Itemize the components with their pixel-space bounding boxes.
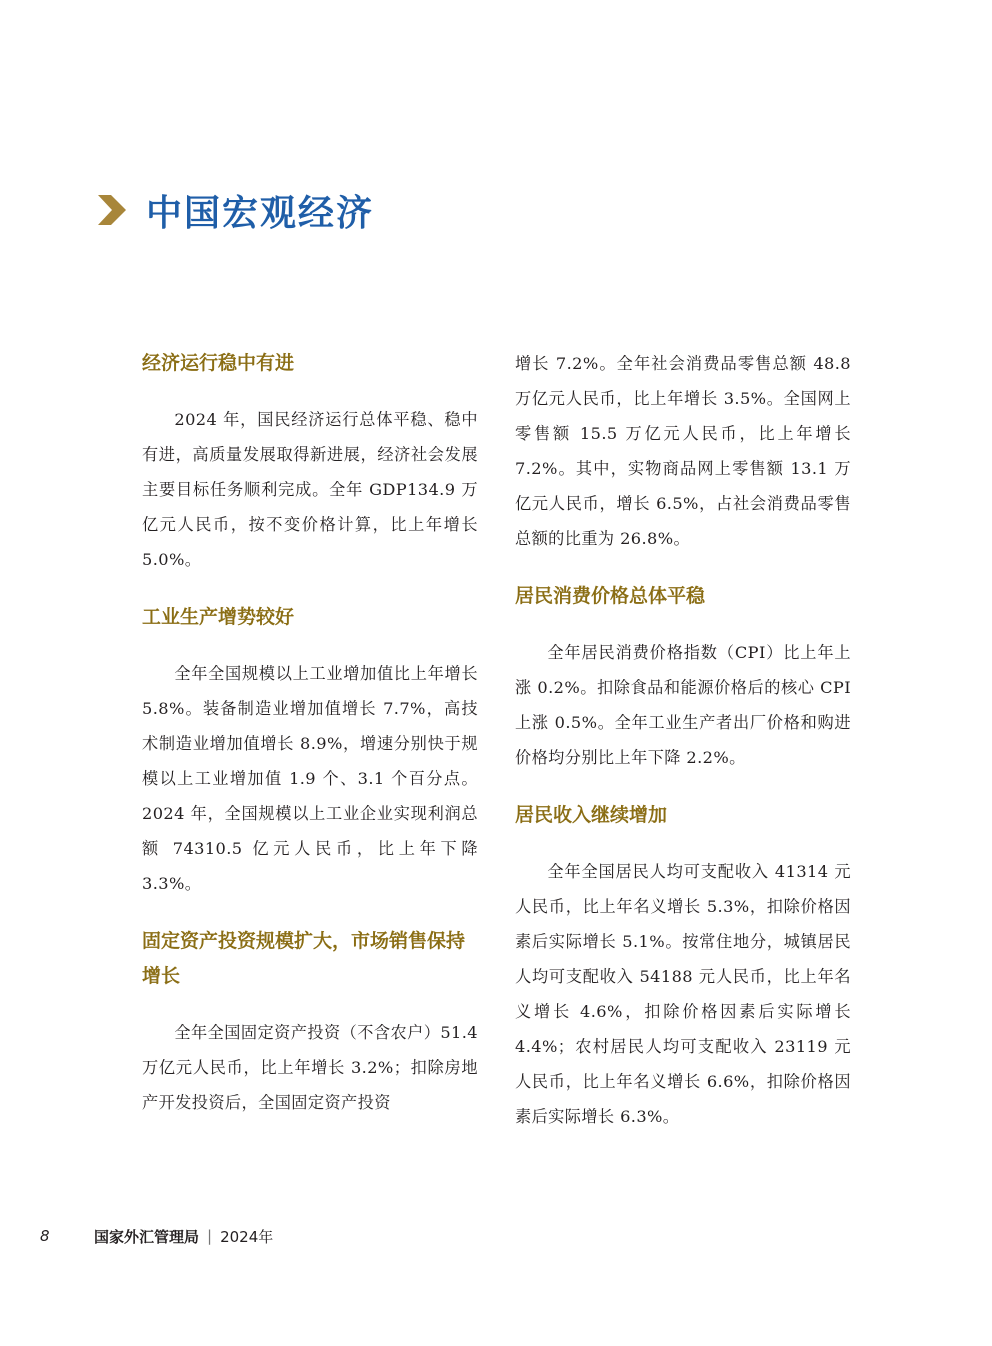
right-column bbox=[515, 346, 851, 1134]
page-number: 8 bbox=[40, 1227, 50, 1245]
section-heading-cpi: 居民消费价格总体平稳 bbox=[515, 585, 706, 607]
chevron-right-icon bbox=[96, 192, 128, 228]
section-heading-income: 居民收入继续增加 bbox=[515, 804, 668, 826]
section-body-investment-continued: 增长 7.2%。全年社会消费品零售总额 48.8 万亿元人民币，比上年增长 3.5%。全国网上零售额 15.5 万亿元人民币，比上年增长 7.2%。其中，实物商品网上零售额 13.1 万亿元人民币，增长 6.5%，占社会消费品零售总额的比重为 26.8%。 bbox=[515, 354, 851, 548]
left-column bbox=[142, 346, 478, 1120]
section-body-income: 全年全国居民人均可支配收入 41314 元人民币，比上年名义增长 5.3%，扣除价格因素后实际增长 5.1%。按常住地分，城镇居民人均可支配收入 54188 元人民币，比上年名义增长 4.6%，扣除价格因素后实际增长 4.4%；农村居民人均可支配收入 23119 元人民币，比上年名义增长 6.6%，扣除价格因素后实际增长 6.3%。 bbox=[515, 862, 851, 1126]
section-body-investment: 全年全国固定资产投资（不含农户）51.4 万亿元人民币，比上年增长 3.2%；扣除房地产开发投资后，全国固定资产投资 bbox=[142, 1023, 478, 1112]
section-body-economy: 2024 年，国民经济运行总体平稳、稳中有进，高质量发展取得新进展，经济社会发展主要目标任务顺利完成。全年 GDP134.9 万亿元人民币，按不变价格计算，比上年增长 5.0%。 bbox=[142, 410, 478, 569]
footer-org: 国家外汇管理局 bbox=[94, 1227, 200, 1246]
section-heading-investment: 固定资产投资规模扩大，市场销售保持增长 bbox=[142, 930, 466, 987]
chapter-heading: 中国宏观经济 bbox=[146, 192, 375, 234]
chapter-title bbox=[96, 188, 374, 232]
page-footer bbox=[40, 1224, 273, 1248]
section-body-industry: 全年全国规模以上工业增加值比上年增长 5.8%。装备制造业增加值增长 7.7%，高技术制造业增加值增长 8.9%，增速分别快于规模以上工业增加值 1.9 个、3.1 个百分点。2024 年，全国规模以上工业企业实现利润总额 74310.5 亿元人民币，比上年下降 3.3%。 bbox=[142, 664, 478, 893]
section-heading-economy: 经济运行稳中有进 bbox=[142, 352, 295, 374]
section-heading-industry: 工业生产增势较好 bbox=[142, 606, 295, 628]
section-body-cpi: 全年居民消费价格指数（CPI）比上年上涨 0.2%。扣除食品和能源价格后的核心 CPI 上涨 0.5%。全年工业生产者出厂价格和购进价格均分别比上年下降 2.2%。 bbox=[515, 643, 851, 767]
footer-separator: | bbox=[207, 1227, 213, 1245]
footer-year: 2024年 bbox=[220, 1227, 274, 1246]
